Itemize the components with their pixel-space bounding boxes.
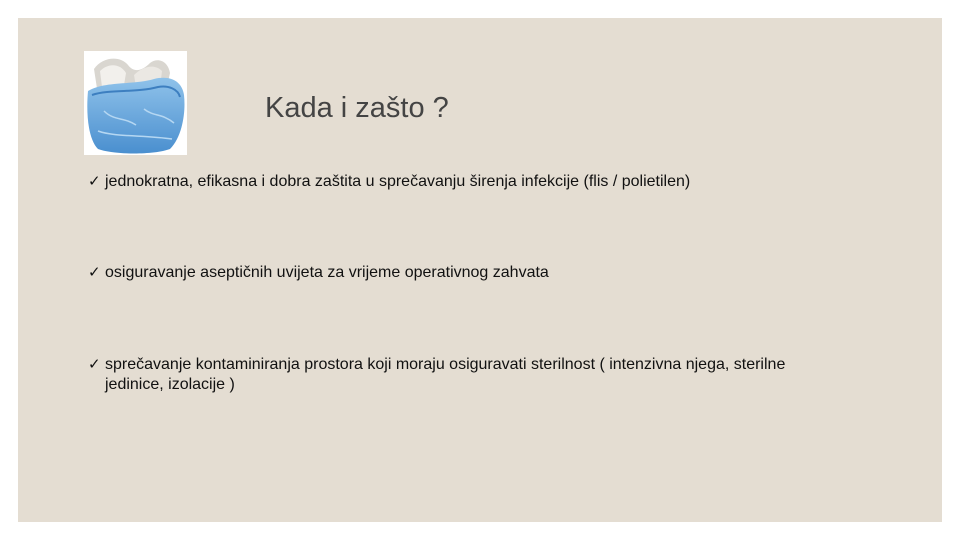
bullet-text-continuation: jedinice, izolacije ) (105, 376, 235, 393)
bullet-item (88, 171, 888, 192)
shoe-cover-image (84, 51, 187, 155)
bullet-item (88, 262, 888, 283)
bullet-text: osiguravanje aseptičnih uvijeta za vrijeme operativnog zahvata (105, 264, 549, 281)
checkmark-icon: ✓ (88, 355, 101, 373)
slide (18, 18, 942, 522)
checkmark-icon: ✓ (88, 263, 101, 281)
bullet-text: jednokratna, efikasna i dobra zaštita u sprečavanju širenja infekcije (flis / polietilen) (105, 173, 691, 190)
bullet-item (88, 354, 888, 395)
bullet-text: sprečavanje kontaminiranja prostora koji moraju osiguravati sterilnost ( intenzivna njega, sterilne (105, 356, 786, 373)
slide-title: Kada i zašto ? (265, 92, 449, 124)
checkmark-icon: ✓ (88, 172, 101, 190)
